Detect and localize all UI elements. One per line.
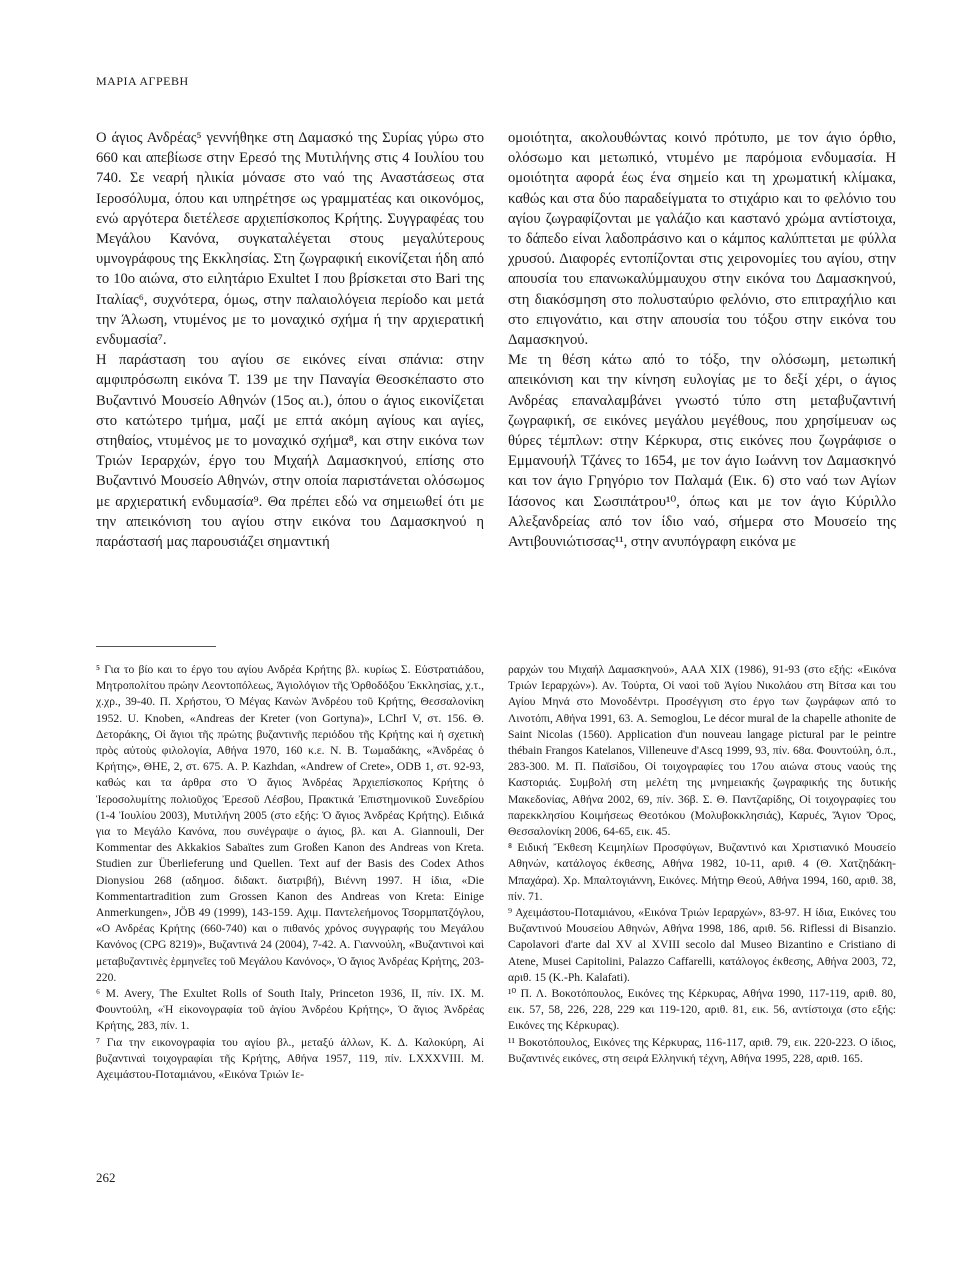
- footnote-5: ⁵ Για το βίο και το έργο του αγίου Ανδρέα Κρήτης βλ. κυρίως Σ. Εὐστρατιάδου, Μητροπολίτου πρώην Λεοντοπόλεως, Ἁγιολόγιον τῆς Ὀρθοδόξου Ἐκκλησίας, χ.τ., χ.χρ., 39-40. Π. Χρήστου, Ὁ Μέγας Κανὼν Ἀνδρέου τοῦ Κρήτης, Θεσσαλονίκη 1952. U. Knoben, «Andreas der Kreter (von Gortyna)», LChrI V, στ. 156. Θ. Δετοράκης, Οἱ ἅγιοι τῆς πρώτης βυζαντινῆς περιόδου τῆς Κρήτης καὶ ἡ σχετικὴ πρὸς αὐτοὺς φιλολογία, Αθήνα 1970, 160 κ.ε. Ν. Β. Τωμαδάκης, «Ἀνδρέας ὁ Κρήτης», ΘΗΕ, 2, στ. 675. A. P. Kazhdan, «Andrew of Crete», ODB 1, στ. 92-93, καθώς και τα άρθρα στο Ὁ ἅγιος Ἀνδρέας Ἀρχιεπίσκοπος Κρήτης ὁ Ἱεροσολυμίτης πολιοῦχος Ἐρεσοῦ Λέσβου, Πρακτικά Ἐπιστημονικοῦ Συνεδρίου (1-4 Ἰουλίου 2003), Μυτιλήνη 2005 (στο εξής: Ὁ ἅγιος Ἀνδρέας Κρήτης). Ειδικά για το Μεγάλο Κανόνα, που συνέγραψε ο άγιος, βλ. και A. Giannouli, Der Kommentar des Akkakios Sabaïtes zum Großen Kanon des Andreas von Kreta. Studien zur Überlieferung und Quellen. Text auf der Basis des Codex Athos Dionysiou 268 (αδημοσ. διδακτ. διατριβή), Βιέννη 1997. Η ίδια, «Die Kommentartradition zum Grossen Kanon des Andreas von Kreta: Einige Anmerkungen», JÖB 49 (1999), 143-159. Αχιμ. Παντελεήμονος Τσορμπατζόγλου, «Ο Ανδρέας Κρήτης (660-740) και ο πιθανός χρόνος συγγραφής του Μεγάλου Κανόνος (CPG 8219)», Βυζαντινά 24 (2004), 7-42. Α. Γιαννούλη, «Βυζαντινοὶ καὶ μεταβυζαντινὲς ἑρμηνεῖες τοῦ Μεγάλου Κανόνος», Ὁ ἅγιος Ἀνδρέας Κρήτης, 203-220.: [96, 663, 484, 984]
- body-paragraph: Με τη θέση κάτω από το τόξο, την ολόσωμη, μετωπική απεικόνιση και την κίνηση ευλογίας με το δεξί χέρι, ο άγιος Ανδρέας επαναλαμβάνει γνωστό τύπο στη μεταβυζαντινή ζωγραφική, σε εικόνες μεγάλου μεγέθους, που χρησίμευαν ως θύρες τέμπλων: στην Κέρκυρα, στις εικόνες που ζωγράφισε ο Εμμανουήλ Τζάνες το 1654, με τον άγιο Ιωάννη τον Δαμασκηνό και τον άγιο Γρηγόριο τον Παλαμά (Εικ. 6) στο ναό των Αγίων Ιάσονος και Σωσιπάτρου¹⁰, όπως και με τον άγιο Κύριλλο Αλεξανδρείας από τον ίδιο ναό, σήμερα στο Μουσείο της Αντιβουνιώτισσας¹¹, στην ανυπόγραφη εικόνα με: [508, 352, 896, 551]
- footnote-11: ¹¹ Βοκοτόπουλος, Εικόνες της Κέρκυρας, 116-117, αριθ. 79, εικ. 220-223. Ο ίδιος, Βυζαντινές εικόνες, στη σειρά Ελληνική τέχνη, Αθήνα 1995, 228, αριθ. 165.: [508, 1035, 896, 1065]
- footnote-columns: [96, 662, 896, 1083]
- footnote-8: ⁸ Ειδική Ἔκθεση Κειμηλίων Προσφύγων, Βυζαντινό και Χριστιανικό Μουσείο Αθηνών, κατάλογος έκθεσης, Αθήνα 1982, 10-11, αριθ. 4 (Θ. Χατζηδάκη-Μπαχάρα). Χρ. Μπαλτογιάννη, Εικόνες. Μήτηρ Θεού, Αθήνα 1994, 160, αριθ. 38, πίν. 71.: [508, 841, 896, 903]
- body-columns: [96, 128, 896, 552]
- body-paragraph: Ο άγιος Ανδρέας⁵ γεννήθηκε στη Δαμασκό της Συρίας γύρω στο 660 και απεβίωσε στην Ερεσό της Μυτιλήνης στις 4 Ιουλίου του 740. Σε νεαρή ηλικία μόνασε στο ναό της Αναστάσεως στα Ιεροσόλυμα, όπου και υπηρέτησε ως γραμματέας και οικονόμος, ενώ αργότερα διετέλεσε αρχιεπίσκοπος Κρήτης. Συγγραφέας του Μεγάλου Κανόνα, συγκαταλέγεται στους μεγαλύτερους υμνογράφους της Εκκλησίας. Στη ζωγραφική εικονίζεται ήδη από το 10ο αιώνα, στο ειλητάριο Exultet I που βρίσκεται στο Bari της Ιταλίας⁶, συχνότερα, όμως, στην παλαιολόγεια περίοδο και μετά την Άλωση, ντυμένος με το μοναχικό σχήμα ή την αρχιερατική ενδυμασία⁷.: [96, 130, 484, 349]
- footnote-9: ⁹ Αχειμάστου-Ποταμιάνου, «Εικόνα Τριών Ιεραρχών», 83-97. Η ίδια, Εικόνες του Βυζαντινού Μουσείου Αθηνών, Αθήνα 1998, 186, αριθ. 56. Riflessi di Bisanzio. Capolavori d'arte dal XV al XVIII secolo dal Museo Bizantino e Cristiano di Atene, Musei Capitolini, Palazzo Caffarelli, κατάλογος έκθεσης, Αθήνα 2003, 72, αριθ. 15 (K.-Ph. Kalafati).: [508, 906, 896, 984]
- footnote-separator: [96, 646, 216, 647]
- body-paragraph: Η παράσταση του αγίου σε εικόνες είναι σπάνια: στην αμφιπρόσωπη εικόνα Τ. 139 με την Παναγία Θεοσκέπαστο στο Βυζαντινό Μουσείο Αθηνών (15ος αι.), όπου ο άγιος εικονίζεται στο κατώτερο τμήμα, μαζί με επτά ακόμη αγίους και αγίες, στηθαίος, ντυμένος με το μοναχικό σχήμα⁸, και στην εικόνα των Τριών Ιεραρχών, έργο του Μιχαήλ Δαμασκηνού, επίσης στο Βυζαντινό Μουσείο Αθηνών, στην οποία παριστάνεται ολόσωμος με αρχιερατική ενδυμασία⁹. Θα πρέπει εδώ να σημειωθεί ότι με την απεικόνιση του αγίου στην εικόνα του Δαμασκηνού η παράστασή μας παρουσιάζει σημαντική: [96, 352, 484, 551]
- footnote-7: ⁷ Για την εικονογραφία του αγίου βλ., μεταξύ άλλων, Κ. Δ. Καλοκύρη, Αἱ βυζαντιναὶ τοιχογραφίαι τῆς Κρήτης, Αθήνα 1957, 119, πίν. LXXXVIII. Μ. Αχειμάστου-Ποταμιάνου, «Εικόνα Τριών Ιε-: [96, 1035, 484, 1082]
- footnote-column-right: [508, 662, 896, 1083]
- page-number: 262: [96, 1170, 116, 1185]
- body-paragraph: ομοιότητα, ακολουθώντας κοινό πρότυπο, με τον άγιο όρθιο, ολόσωμο και μετωπικό, ντυμένο με παρόμοια ενδυμασία. Η ομοιότητα αφορά έως ένα σημείο και τη χρωματική κλίμακα, καθώς και στα δύο παραδείγματα το στιχάριο και το φελόνιο του αγίου ζωγραφίζονται με γαλάζιο και καστανό χρώμα αντίστοιχα, το δάπεδο είναι λαδοπράσινο και ο κάμπος καλύπτεται με φύλλα χρυσού. Διαφορές εντοπίζονται στις χειρονομίες του αγίου, στην απουσία του επανωκαλύμμαυχου στην εικόνα του Δαμασκηνού, στη διακόσμηση στο πολυσταύριο φελόνιο, στο επιτραχήλιο και στο επιγονάτιο, και στην απουσία του τόξου στην εικόνα του Δαμασκηνού.: [508, 130, 896, 349]
- running-head: ΜΑΡΙΑ ΑΓΡΕΒΗ: [96, 74, 189, 88]
- footnote-column-left: [96, 662, 484, 1083]
- footnote-10: ¹⁰ Π. Λ. Βοκοτόπουλος, Εικόνες της Κέρκυρας, Αθήνα 1990, 117-119, αριθ. 80, εικ. 57, 58, 226, 228, 229 και 119-120, αριθ. 81, εικ. 56, αντίστοιχα (στο εξής: Εικόνες της Κέρκυρας).: [508, 987, 896, 1033]
- body-column-right: [508, 128, 896, 552]
- footnote-6: ⁶ M. Avery, The Exultet Rolls of South Italy, Princeton 1936, II, πίν. IX. Μ. Φουντούλη, «Ἡ εἰκονογραφία τοῦ ἁγίου Ἀνδρέου Κρήτης», Ὁ ἅγιος Ἀνδρέας Κρήτης, 283, πίν. 1.: [96, 987, 484, 1033]
- body-column-left: [96, 128, 484, 552]
- footnote-7-continued: ραρχών του Μιχαήλ Δαμασκηνού», ΑΑΑ ΧΙΧ (1986), 91-93 (στο εξής: «Εικόνα Τριών Ιεραρχών»). Αν. Τούρτα, Οἱ ναοὶ τοῦ Ἁγίου Νικολάου στη Βίτσα και του Αγίου Μηνά στο Μονοδέντρι. Προσέγγιση στο έργο των ζωγράφων από το Λινοτόπι, Αθήνα 1991, 63. A. Semoglou, Le décor mural de la chapelle athonite de Saint Nicolas (1560). Application d'un nouveau langage pictural par le peintre thébain Frangos Katelanos, Villeneuve d'Ascq 1999, 93, πίν. 68α. Φουντούλη, ό.π., 283-300. Μ. Π. Παϊσίδου, Οἱ τοιχογραφίες του 17ου αιώνα στους ναούς της Καστοριάς. Συμβολή στη μελέτη της μνημειακής ζωγραφικής της δυτικής Μακεδονίας, Αθήνα 2002, 69, πίν. 36β. Σ. Θ. Παντζαρίδης, Οἱ τοιχογραφίες του παρεκκλησίου Κοιμήσεως Θεοτόκου (Μολυβοκκλησιάς), Καρυές, Ἅγιον Ὄρος, Θεσσαλονίκη 2006, 64-65, εικ. 45.: [508, 663, 896, 839]
